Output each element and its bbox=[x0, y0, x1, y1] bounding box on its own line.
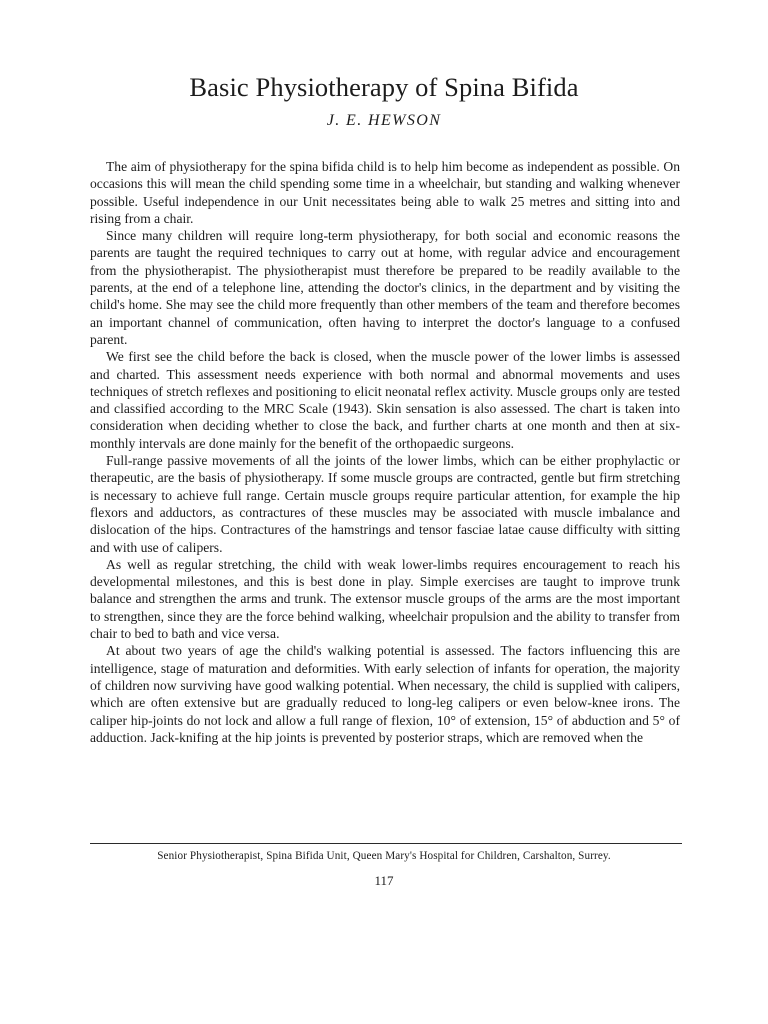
body-paragraph: Since many children will require long-term physiotherapy, for both social and economic reasons the parents are taught the required techniques to carry out at home, with regular advice and encouragement from the physiotherapist. The physiotherapist must therefore be prepared to be readily available to the parents, at the end of a telephone line, attending the doctor's clinics, in the department and by visiting the child's home. She may see the child more frequently than other members of the team and therefore becomes an important channel of communication, often having to interpret the doctor's language to a confused parent. bbox=[90, 228, 680, 347]
article-title: Basic Physiotherapy of Spina Bifida bbox=[189, 72, 579, 102]
footnote-divider bbox=[90, 843, 682, 844]
body-paragraph: Full-range passive movements of all the joints of the lower limbs, which can be either prophylactic or therapeutic, are the basis of physiotherapy. If some muscle groups are contracted, gentle but firm stretching is necessary to achieve full range. Certain muscle groups require particular attention, for example the hip flexors and adductors, as contractures of these muscles may be associated with muscle imbalance and dislocation of the hips. Contractures of the hamstrings and tensor fasciae latae cause difficulty with sitting and with use of calipers. bbox=[90, 453, 680, 555]
body-paragraph: At about two years of age the child's walking potential is assessed. The factors influencing this are intelligence, stage of maturation and deformities. With early selection of infants for operation, the majority of children now surviving have good walking potential. When necessary, the child is supplied with calipers, which are often extensive but are gradually reduced to long-leg calipers or even below-knee irons. The caliper hip-joints do not lock and allow a full range of flexion, 10° of extension, 15° of abduction and 5° of adduction. Jack-knifing at the hip joints is prevented by posterior straps, which are removed when the bbox=[90, 643, 680, 745]
page-number: 117 bbox=[374, 873, 394, 888]
article-body bbox=[90, 158, 680, 746]
body-paragraph: We first see the child before the back is closed, when the muscle power of the lower limbs is assessed and charted. This assessment needs experience with both normal and abnormal movements and uses techniques of stretch reflexes and positioning to elicit neonatal reflex activity. Muscle groups only are tested and classified according to the MRC Scale (1943). Skin sensation is also assessed. The chart is taken into consideration when deciding whether to close the back, and further charts at one month and then at six-monthly intervals are done mainly for the benefit of the orthopaedic surgeons. bbox=[90, 349, 680, 451]
body-paragraph: As well as regular stretching, the child with weak lower-limbs requires encouragement to reach his developmental milestones, and this is best done in play. Simple exercises are taught to improve trunk balance and strengthen the arms and trunk. The extensor muscle groups of the arms are the most important to strengthen, since they are the force behind walking, wheelchair propulsion and the ability to transfer from chair to bed to bath and vice versa. bbox=[90, 556, 680, 642]
article-author: J. E. HEWSON bbox=[326, 112, 442, 129]
body-paragraph: The aim of physiotherapy for the spina bifida child is to help him become as independent as possible. On occasions this will mean the child spending some time in a wheelchair, but standing and walking whenever possible. Useful independence in our Unit necessitates being able to walk 25 metres and sitting into and rising from a chair. bbox=[90, 159, 680, 226]
author-affiliation-footnote: Senior Physiotherapist, Spina Bifida Unit, Queen Mary's Hospital for Children, Carshalton, Surrey. bbox=[157, 850, 611, 862]
